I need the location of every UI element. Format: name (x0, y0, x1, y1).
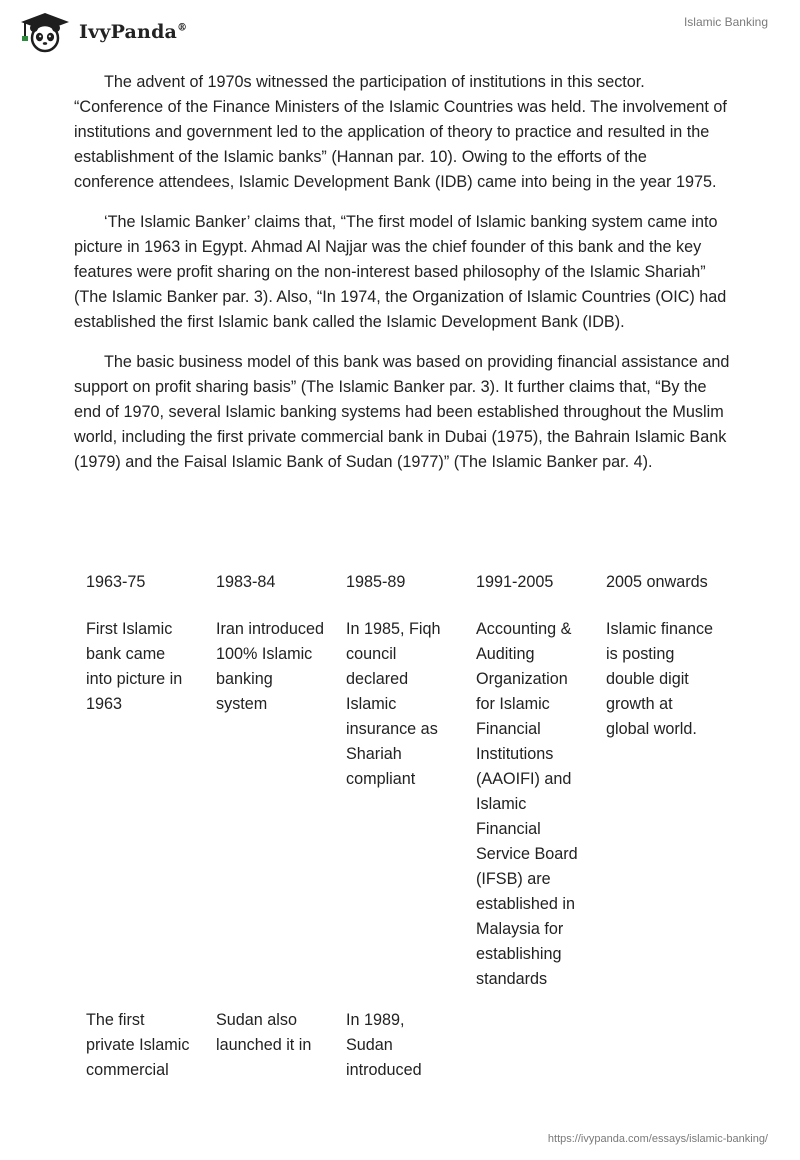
table-cell: Accounting & Auditing Organization for Islamic Financial Institutions (AAOIFI) and Islamic Financial Service Board (IFSB) are established in Malaysia for establishing standards (476, 620, 578, 988)
brand-label: IvyPanda (79, 21, 178, 43)
column-header: 2005 onwards (606, 573, 708, 591)
registered-mark: ® (177, 22, 188, 34)
table-cell: The first private Islamic commercial (86, 1011, 190, 1079)
table-cell: Islamic finance is posting double digit growth at global world. (606, 620, 714, 738)
column-header: 1963-75 (86, 573, 146, 591)
islamic-banking-timeline-table (74, 566, 724, 1095)
paragraph: The basic business model of this bank was based on providing financial assistance and support on profit sharing basis” (The Islamic Banker par. 3). It further claims that, “By the end of 1970, several Islamic banking systems had been established throughout the Muslim world, including the first private commercial bank in Dubai (1975), the Bahrain Islamic Bank (1979) and the Faisal Islamic Bank of Sudan (1977)” (The Islamic Banker par. 4). (74, 353, 730, 471)
table-row (74, 1004, 724, 1095)
column-header: 1991-2005 (476, 573, 554, 591)
document-title: Islamic Banking (683, 15, 768, 29)
paragraph: ‘The Islamic Banker’ claims that, “The first model of Islamic banking system came into picture in 1963 in Egypt. Ahmad Al Najjar was the chief founder of this bank and the key features were profit sharing on the non-interest based philosophy of the Islamic Shariah” (The Islamic Banker par. 3). Also, “In 1974, the Organization of Islamic Countries (OIC) had established the first Islamic bank called the Islamic Development Bank (IDB). (74, 213, 727, 331)
source-url[interactable]: https://ivypanda.com/essays/islamic-banking/ (547, 1133, 768, 1145)
brand-name (79, 21, 187, 43)
table-header-row (74, 566, 724, 613)
table-cell: First Islamic bank came into picture in 1963 (86, 620, 183, 713)
table-row (74, 613, 724, 1004)
essay-body (74, 70, 730, 490)
column-header: 1985-89 (346, 573, 406, 591)
table-cell: In 1989, Sudan introduced (346, 1011, 422, 1079)
table-cell: Sudan also launched it in (216, 1011, 312, 1054)
table-cell (594, 1004, 724, 1095)
paragraph: The advent of 1970s witnessed the participation of institutions in this sector. “Conference of the Finance Ministers of the Islamic Countries was held. The involvement of institutions and government led to the application of theory to practice and resulted in the establishment of the Islamic banks” (Hannan par. 10). Owing to the efforts of the conference attendees, Islamic Development Bank (IDB) came into being in the year 1975. (74, 73, 727, 191)
table-cell: Iran introduced 100% Islamic banking system (216, 620, 324, 713)
panda-graduate-icon (15, 10, 73, 54)
table-cell: In 1985, Fiqh council declared Islamic insurance as Shariah compliant (346, 620, 441, 788)
page-header (0, 0, 800, 60)
table-cell (464, 1004, 594, 1095)
ivypanda-logo[interactable] (15, 10, 187, 54)
column-header: 1983-84 (216, 573, 276, 591)
